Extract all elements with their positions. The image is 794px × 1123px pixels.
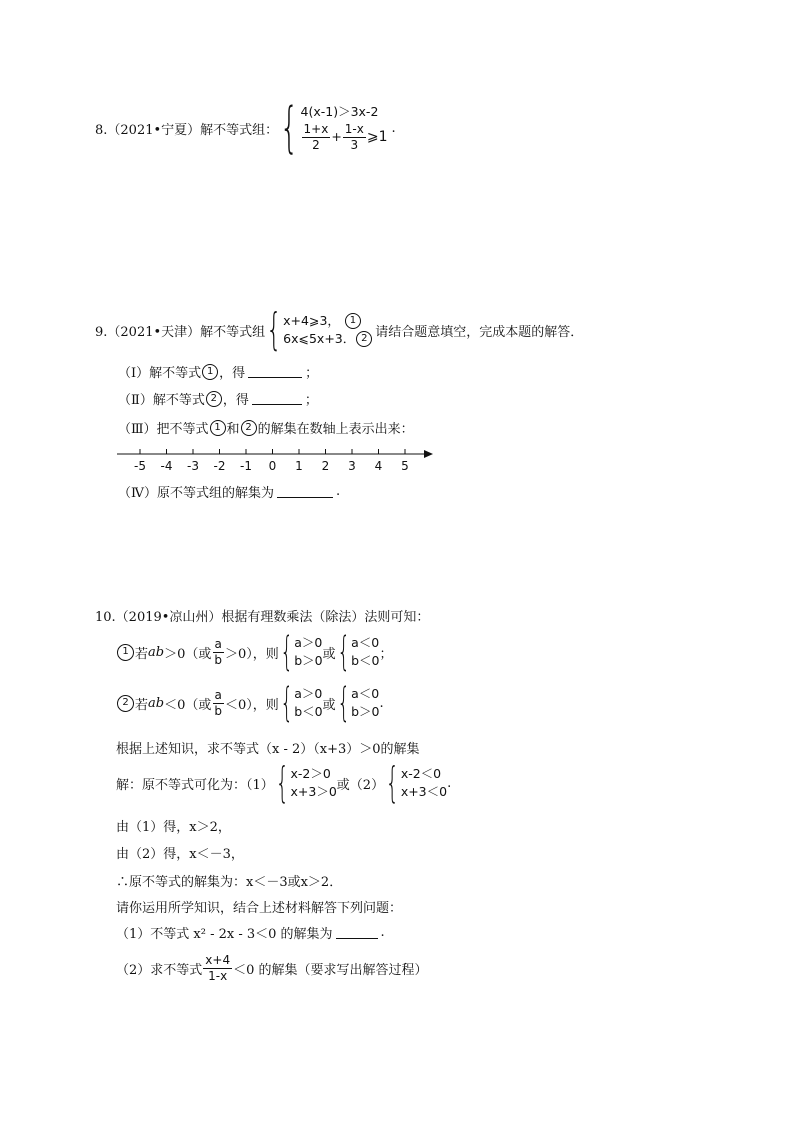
- number-line-ticks: [134, 449, 409, 473]
- q10-rule-1: 1 若 ab ＞0（或 $\frac{a}{b}$ ＞0），则 { a＞0 b＞0 或 { a＜0 b＜0 ；: [116, 632, 393, 672]
- number-line-tick-label: 1: [295, 459, 303, 473]
- number-line-tick-label: -5: [134, 459, 146, 473]
- q9-system: x+4⩾3， 1 6x⩽5x+3． 2: [283, 312, 373, 348]
- q10-line-7: ∴原不等式的解集为：x＜－3或x＞2．: [116, 875, 343, 890]
- number-line-tick-label: 3: [348, 459, 356, 473]
- q10-question-1: （1）不等式 x² - 2x - 3＜0 的解集为 .: [116, 925, 385, 942]
- q10-question-2: （2）求不等式 $\frac{x+4}{1-x}$ ＜0 的解集（要求写出解答过程）: [116, 952, 428, 983]
- q9-suffix: 请结合题意填空，完成本题的解答．: [375, 324, 584, 340]
- q8-fraction-2: $\frac{1-x}{3}$: [344, 121, 364, 152]
- fraction-x-plus-4-over-1-minus-x: $\frac{x+4}{1-x}$: [205, 952, 231, 983]
- number-line-tick-label: 4: [374, 459, 383, 473]
- q9-step-2: （Ⅱ）解不等式 2 ，得 ；: [118, 392, 318, 408]
- answer-blank[interactable]: [252, 392, 302, 405]
- question-9: [95, 305, 583, 355]
- q10-rule-2: 2 若 ab ＜0（或 $\frac{a}{b}$ ＜0），则 { a＞0 b＜0 或 { a＜0 b＞0 .: [116, 683, 384, 723]
- fraction-a-over-b: $\frac{a}{b}$: [214, 687, 222, 718]
- answer-blank[interactable]: [277, 485, 333, 498]
- circled-number-icon: 2: [241, 420, 257, 436]
- q10-line-3: 根据上述知识，求不等式（x - 2）（x+3）＞0的解集: [116, 742, 420, 757]
- answer-blank[interactable]: [248, 365, 302, 378]
- circled-number-icon: 1: [210, 420, 226, 436]
- q9-prefix: 9.（2021•天津）解不等式组: [95, 324, 266, 340]
- q8-ineq-2: $\frac{1+x}{2}$ + $\frac{1-x}{3}$ ⩾1: [303, 121, 388, 152]
- circled-number-icon: 2: [206, 391, 222, 407]
- number-line-tick-label: -3: [187, 459, 199, 473]
- number-line-tick-label: 2: [321, 459, 330, 473]
- question-8: 8.（2021•宁夏）解不等式组： { 4(x-1)＞3x-2 $\frac{1+x}{2}$ + $\frac{1-x}{3}$ ⩾1 .: [95, 96, 396, 159]
- q8-system: [301, 103, 388, 152]
- number-line-tick-label: -4: [160, 459, 173, 473]
- left-brace-icon: {: [337, 629, 350, 675]
- q9-step-1: （Ⅰ）解不等式 1 ，得 ；: [118, 365, 319, 381]
- circled-number-icon: 1: [117, 644, 134, 661]
- q10-line-8: 请你运用所学知识，结合上述材料解答下列问题：: [116, 901, 403, 916]
- q10-solution: 解：原不等式可化为：（1） { x-2＞0 x+3＞0 或（2） { x-2＜0 x+3＜0 .: [116, 758, 452, 807]
- circled-number-icon: 2: [117, 695, 134, 712]
- q10-line-5: 由（1）得，x＞2，: [116, 820, 231, 835]
- q8-fraction-1: $\frac{1+x}{2}$: [303, 121, 329, 152]
- circled-number-icon: 2: [356, 331, 372, 347]
- number-line-tick-label: -2: [213, 459, 226, 473]
- circled-number-icon: 1: [345, 313, 361, 329]
- left-brace-icon: {: [275, 758, 289, 807]
- left-brace-icon: {: [385, 758, 400, 807]
- left-brace-icon: {: [279, 96, 299, 159]
- left-brace-icon: {: [266, 304, 282, 355]
- left-brace-icon: {: [280, 629, 293, 675]
- fraction-a-over-b: $\frac{a}{b}$: [214, 636, 222, 667]
- left-brace-icon: {: [337, 680, 350, 726]
- circled-number-icon: 1: [202, 364, 218, 380]
- q9-step-3: （Ⅲ）把不等式 1 和 2 的解集在数轴上表示出来：: [118, 421, 414, 437]
- number-line-tick-label: 5: [401, 459, 409, 473]
- q8-ineq-1: 4(x-1)＞3x-2: [300, 104, 379, 120]
- number-line-tick-label: 0: [268, 459, 277, 473]
- number-line: [115, 445, 435, 473]
- number-line-tick-label: -1: [240, 459, 252, 473]
- arrow-right-icon: [424, 450, 433, 458]
- q10-line-6: 由（2）得，x＜－3，: [116, 847, 244, 862]
- q8-prefix: 8.（2021•宁夏）解不等式组：: [95, 122, 279, 138]
- answer-blank[interactable]: [336, 926, 378, 939]
- q10-prefix: 10.（2019•凉山州）根据有理数乘法（除法）法则可知：: [95, 610, 430, 625]
- q9-step-4: （Ⅳ）原不等式组的解集为 .: [118, 484, 341, 501]
- left-brace-icon: {: [280, 680, 293, 726]
